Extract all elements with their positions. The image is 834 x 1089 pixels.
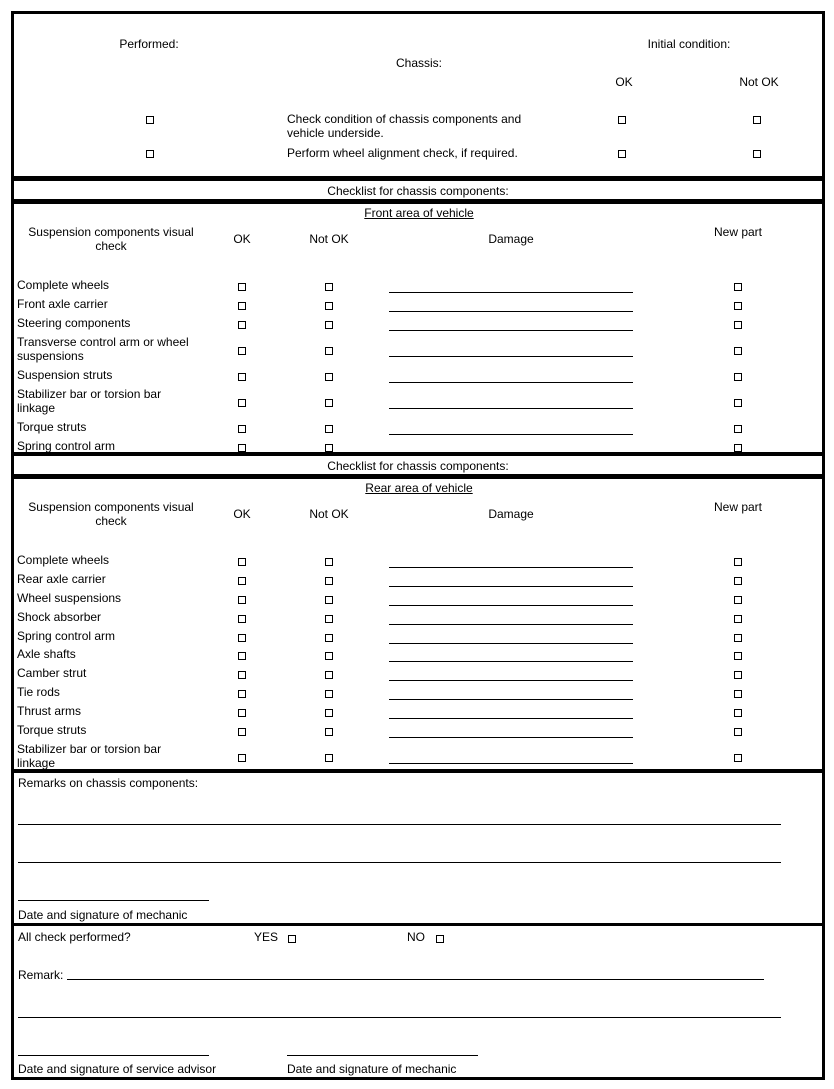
new-part-checkbox[interactable] <box>734 709 742 717</box>
ok-checkbox[interactable] <box>238 558 246 566</box>
damage-line[interactable] <box>389 718 633 719</box>
remarks-line[interactable] <box>18 862 781 863</box>
not-ok-checkbox[interactable] <box>325 321 333 329</box>
signature-line[interactable] <box>18 1055 209 1056</box>
not-ok-checkbox[interactable] <box>325 558 333 566</box>
component-label: Tie rods <box>17 685 60 699</box>
not-ok-checkbox[interactable] <box>325 690 333 698</box>
damage-line[interactable] <box>389 605 633 606</box>
new-part-checkbox[interactable] <box>734 425 742 433</box>
component-label: Steering components <box>17 316 131 330</box>
ok-checkbox[interactable] <box>238 754 246 762</box>
component-label: Stabilizer bar or torsion bar linkage <box>17 742 162 770</box>
performed-checkbox[interactable] <box>146 150 154 158</box>
component-column-header: Suspension components visual check <box>28 225 194 253</box>
performed-label: Performed: <box>119 37 179 51</box>
damage-line[interactable] <box>389 763 633 764</box>
ok-checkbox[interactable] <box>238 577 246 585</box>
front-area-section <box>11 201 825 455</box>
ok-header: OK <box>615 75 633 89</box>
ok-checkbox[interactable] <box>238 690 246 698</box>
ok-column-header: OK <box>233 232 251 246</box>
remark-line[interactable] <box>67 979 764 980</box>
no-label: NO <box>407 930 425 944</box>
component-label: Complete wheels <box>17 278 110 292</box>
not-ok-checkbox[interactable] <box>325 728 333 736</box>
mechanic-signature-label: Date and signature of mechanic <box>287 1062 457 1076</box>
component-label: Complete wheels <box>17 553 110 567</box>
damage-line[interactable] <box>389 737 633 738</box>
header-section <box>11 11 825 179</box>
damage-line[interactable] <box>389 408 633 409</box>
not-ok-checkbox[interactable] <box>325 615 333 623</box>
not-ok-checkbox[interactable] <box>753 116 761 124</box>
component-label: Transverse control arm or wheel suspensions <box>17 335 189 363</box>
new-part-checkbox[interactable] <box>734 596 742 604</box>
new-part-checkbox[interactable] <box>734 634 742 642</box>
rear-area-title: Rear area of vehicle <box>365 481 473 495</box>
damage-line[interactable] <box>389 624 633 625</box>
new-part-checkbox[interactable] <box>734 728 742 736</box>
ok-checkbox[interactable] <box>238 347 246 355</box>
damage-line[interactable] <box>389 699 633 700</box>
damage-column-header: Damage <box>488 507 534 521</box>
new-part-checkbox[interactable] <box>734 558 742 566</box>
ok-checkbox[interactable] <box>238 399 246 407</box>
not-ok-checkbox[interactable] <box>325 671 333 679</box>
new-part-checkbox[interactable] <box>734 283 742 291</box>
damage-line[interactable] <box>389 586 633 587</box>
component-label: Front axle carrier <box>17 297 108 311</box>
component-label: Camber strut <box>17 666 87 680</box>
performed-checkbox[interactable] <box>146 116 154 124</box>
not-ok-checkbox[interactable] <box>325 283 333 291</box>
ok-checkbox[interactable] <box>238 671 246 679</box>
remark-line[interactable] <box>18 1017 781 1018</box>
new-part-checkbox[interactable] <box>734 652 742 660</box>
ok-checkbox[interactable] <box>238 283 246 291</box>
yes-label: YES <box>254 930 279 944</box>
new-part-checkbox[interactable] <box>734 690 742 698</box>
ok-checkbox[interactable] <box>238 615 246 623</box>
not-ok-checkbox[interactable] <box>325 373 333 381</box>
damage-column-header: Damage <box>488 232 534 246</box>
component-label: Stabilizer bar or torsion bar linkage <box>17 387 162 415</box>
not-ok-checkbox[interactable] <box>325 302 333 310</box>
damage-line[interactable] <box>389 382 633 383</box>
ok-checkbox[interactable] <box>618 116 626 124</box>
ok-checkbox[interactable] <box>238 728 246 736</box>
not-ok-column-header: Not OK <box>309 507 349 521</box>
not-ok-column-header: Not OK <box>309 232 349 246</box>
not-ok-checkbox[interactable] <box>325 399 333 407</box>
not-ok-checkbox[interactable] <box>753 150 761 158</box>
damage-line[interactable] <box>389 292 633 293</box>
ok-checkbox[interactable] <box>238 302 246 310</box>
new-part-checkbox[interactable] <box>734 754 742 762</box>
ok-checkbox[interactable] <box>238 709 246 717</box>
component-label: Spring control arm <box>17 439 116 453</box>
not-ok-checkbox[interactable] <box>325 577 333 585</box>
new-part-checkbox[interactable] <box>734 615 742 623</box>
remarks-label: Remarks on chassis components: <box>18 776 199 790</box>
ok-checkbox[interactable] <box>238 373 246 381</box>
component-label: Suspension struts <box>17 368 113 382</box>
not-ok-checkbox[interactable] <box>325 652 333 660</box>
new-part-checkbox[interactable] <box>734 444 742 452</box>
checklist-title-bar <box>11 453 825 477</box>
not-ok-checkbox[interactable] <box>325 347 333 355</box>
remarks-section <box>11 770 825 926</box>
rear-area-section <box>11 476 825 772</box>
chassis-label: Chassis: <box>395 56 442 70</box>
damage-line[interactable] <box>389 434 633 435</box>
ok-checkbox[interactable] <box>618 150 626 158</box>
all-checks-question: All check performed? <box>18 930 131 944</box>
final-check-section <box>11 923 825 1080</box>
component-column-header: Suspension components visual check <box>28 500 194 528</box>
new-part-column-header: New part <box>713 225 763 239</box>
mechanic-signature-label: Date and signature of mechanic <box>18 908 188 922</box>
yes-checkbox[interactable] <box>288 935 296 943</box>
damage-line[interactable] <box>389 680 633 681</box>
new-part-checkbox[interactable] <box>734 671 742 679</box>
component-label: Torque struts <box>17 723 87 737</box>
ok-column-header: OK <box>233 507 251 521</box>
new-part-checkbox[interactable] <box>734 399 742 407</box>
not-ok-checkbox[interactable] <box>325 634 333 642</box>
not-ok-checkbox[interactable] <box>325 754 333 762</box>
component-label: Thrust arms <box>17 704 82 718</box>
ok-checkbox[interactable] <box>238 652 246 660</box>
front-area-title: Front area of vehicle <box>364 206 474 220</box>
not-ok-checkbox[interactable] <box>325 425 333 433</box>
component-label: Torque struts <box>17 420 87 434</box>
damage-line[interactable] <box>389 311 633 312</box>
ok-checkbox[interactable] <box>238 321 246 329</box>
new-part-checkbox[interactable] <box>734 302 742 310</box>
component-label: Spring control arm <box>17 629 116 643</box>
damage-line[interactable] <box>389 567 633 568</box>
new-part-checkbox[interactable] <box>734 347 742 355</box>
signature-line[interactable] <box>287 1055 478 1056</box>
ok-checkbox[interactable] <box>238 596 246 604</box>
signature-line[interactable] <box>18 900 209 901</box>
damage-line[interactable] <box>389 330 633 331</box>
no-checkbox[interactable] <box>436 935 444 943</box>
checklist-title-bar <box>11 178 825 202</box>
checklist-title: Checklist for chassis components: <box>327 184 509 198</box>
not-ok-header: Not OK <box>739 75 779 89</box>
new-part-column-header: New part <box>713 500 763 514</box>
damage-line[interactable] <box>389 356 633 357</box>
component-label: Axle shafts <box>17 647 76 661</box>
ok-checkbox[interactable] <box>238 634 246 642</box>
ok-checkbox[interactable] <box>238 444 246 452</box>
remark-label: Remark: <box>18 968 64 982</box>
not-ok-checkbox[interactable] <box>325 596 333 604</box>
damage-line[interactable] <box>389 661 633 662</box>
component-label: Wheel suspensions <box>17 591 122 605</box>
task-label: Perform wheel alignment check, if required. <box>287 146 518 160</box>
new-part-checkbox[interactable] <box>734 577 742 585</box>
checklist-title: Checklist for chassis components: <box>327 459 509 473</box>
ok-checkbox[interactable] <box>238 425 246 433</box>
new-part-checkbox[interactable] <box>734 321 742 329</box>
service-advisor-signature-label: Date and signature of service advisor <box>18 1062 217 1076</box>
component-label: Rear axle carrier <box>17 572 106 586</box>
initial-condition-label: Initial condition: <box>647 37 731 51</box>
not-ok-checkbox[interactable] <box>325 709 333 717</box>
remarks-line[interactable] <box>18 824 781 825</box>
new-part-checkbox[interactable] <box>734 373 742 381</box>
task-label: Check condition of chassis components and vehicle underside. <box>287 112 522 140</box>
component-label: Shock absorber <box>17 610 102 624</box>
damage-line[interactable] <box>389 643 633 644</box>
not-ok-checkbox[interactable] <box>325 444 333 452</box>
